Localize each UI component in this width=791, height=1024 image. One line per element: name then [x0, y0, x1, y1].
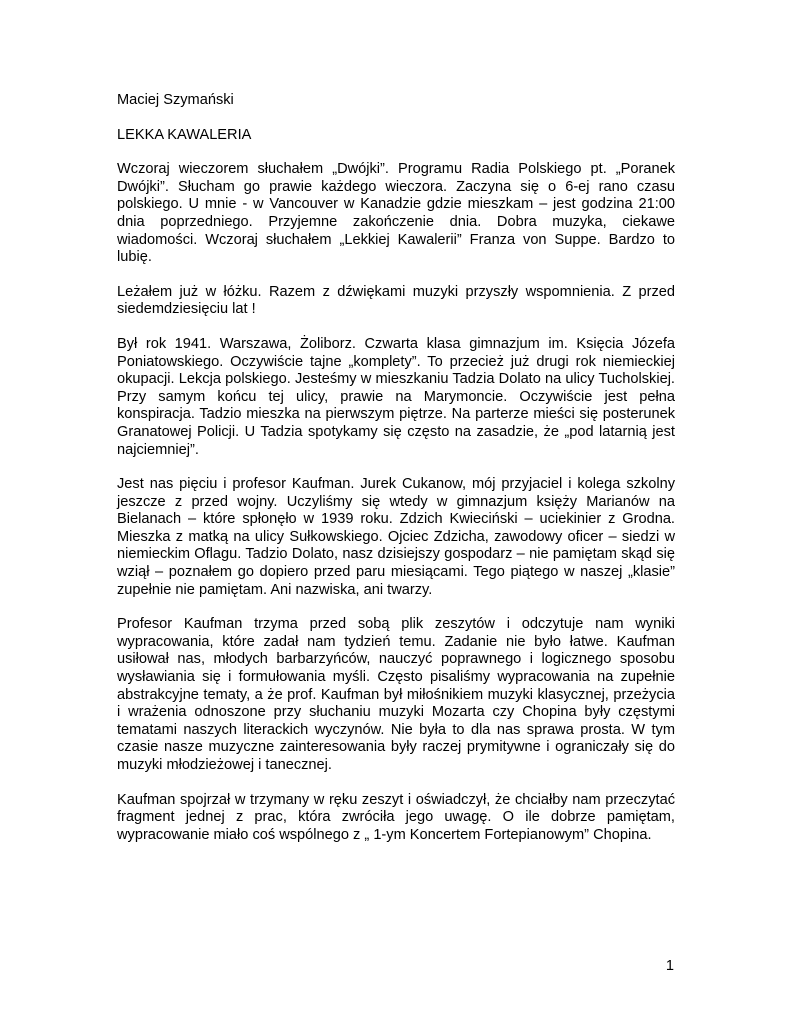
author-name: Maciej Szymański [117, 92, 234, 108]
paragraph: Leżałem już w łóżku. Razem z dźwiękami muzyki przyszły wspomnienia. Z przed siedemdziesięciu lat ! [117, 283, 675, 318]
paragraph: Kaufman spojrzał w trzymany w ręku zeszyt i oświadczył, że chciałby nam przeczytać fragment jednej z prac, która zwróciła jego uwagę. O ile dobrze pamiętam, wypracowanie miało coś wspólnego z „ 1-ym Koncertem Fortepianowym” Chopina. [117, 791, 675, 843]
paragraph: Profesor Kaufman trzyma przed sobą plik zeszytów i odczytuje nam wyniki wypracowania, które zadał nam tydzień temu. Zadanie nie było łatwe. Kaufman usiłował nas, młodych barbarzyńców, nauczyć poprawnego i logicznego sposobu wysławiania się i formułowania myśli. Często pisaliśmy wypracowania na zupełnie abstrakcyjne tematy, a że prof. Kaufman był miłośnikiem muzyki klasycznej, przeżycia i wrażenia odnoszone przy słuchaniu muzyki Mozarta czy Chopina były częstymi tematami naszych literackich wyczynów. Nie była to dla nas sprawa prosta. W tym czasie nasze muzyczne zainteresowania były raczej prymitywne i ograniczały się do muzyki młodzieżowej i tanecznej. [117, 616, 675, 773]
paragraph: Wczoraj wieczorem słuchałem „Dwójki”. Programu Radia Polskiego pt. „Poranek Dwójki”. Słucham go prawie każdego wieczora. Zaczyna się o 6-ej rano czasu polskiego. U mnie - w Vancouver w Kanadzie gdzie mieszkam – jest godzina 21:00 dnia poprzedniego. Przyjemne zakończenie dnia. Dobra muzyka, ciekawe wiadomości. Wczoraj słuchałem „Lekkiej Kawalerii” Franza von Suppe. Bardzo to lubię. [117, 161, 675, 266]
paragraph: Jest nas pięciu i profesor Kaufman. Jurek Cukanow, mój przyjaciel i kolega szkolny jeszcze z przed wojny. Uczyliśmy się wtedy w gimnazjum księży Marianów na Bielanach – które spłonęło w 1939 roku. Zdzich Kwieciński – uciekinier z Grodna. Mieszka z matką na ulicy Sułkowskiego. Ojciec Zdzicha, zawodowy oficer – siedzi w niemieckim Oflagu. Tadzio Dolato, nasz dzisiejszy gospodarz – nie pamiętam skąd się wziął – poznałem go dopiero przed paru miesiącami. Tego piątego w naszej „klasie” zupełnie nie pamiętam. Ani nazwiska, ani twarzy. [117, 476, 675, 598]
document-title: LEKKA KAWALERIA [117, 126, 252, 143]
page-number: 1 [665, 958, 674, 974]
paragraph: Był rok 1941. Warszawa, Żoliborz. Czwarta klasa gimnazjum im. Księcia Józefa Poniatowskiego. Oczywiście tajne „komplety”. To przecież już drugi rok niemieckiej okupacji. Lekcja polskiego. Jesteśmy w mieszkaniu Tadzia Dolato na ulicy Tucholskiej. Przy samym końcu tej ulicy, prawie na Marymoncie. Oczywiście jest pełna konspiracja. Tadzio mieszka na pierwszym piętrze. Na parterze mieści się posterunek Granatowej Policji. U Tadzia spotykamy się często na zasadzie, że „pod latarnią jest najciemniej”. [117, 335, 675, 458]
document-page [117, 90, 675, 844]
